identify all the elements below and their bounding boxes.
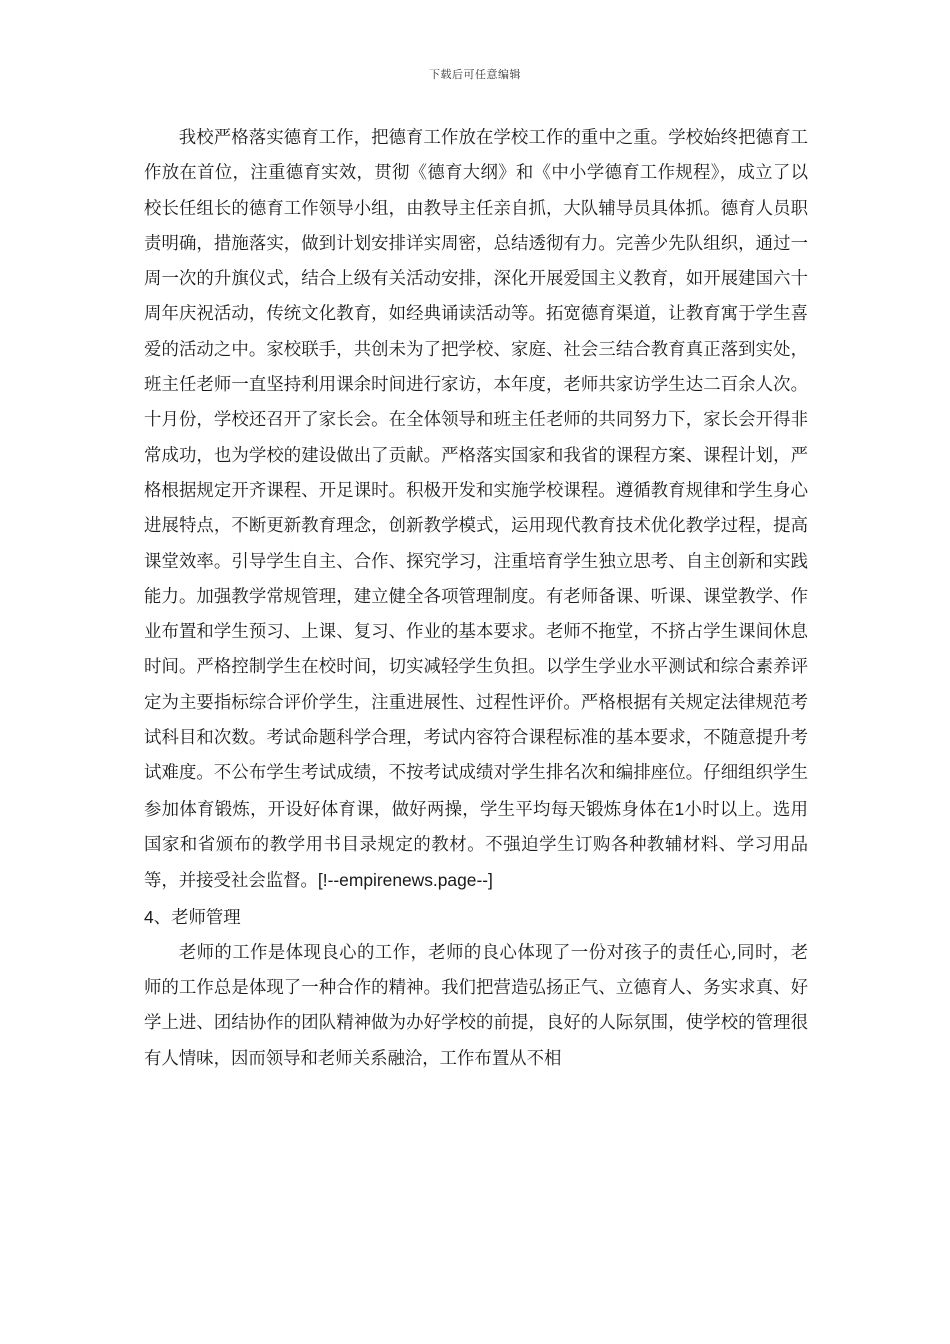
page-break-marker: [!--empirenews.page--] <box>317 870 493 891</box>
paragraph-1-number: 1 <box>674 798 685 819</box>
section-heading-teacher-management <box>144 900 808 936</box>
paragraph-teacher-conscience: 老师的工作是体现良心的工作，老师的良心体现了一份对孩子的责任心,同时，老师的工作总是体现了一种合作的精神。我们把营造弘扬正气、立德育人、务实求真、好学上进、团结协作的团队精神做为办好学校的前提，良好的人际氛围，使学校的管理很有人情味，因而领导和老师关系融洽，工作布置从不相 <box>144 942 808 1069</box>
page-header-note: 下载后可任意编辑 <box>429 68 521 81</box>
section-heading-text: 、老师管理 <box>153 907 241 928</box>
paragraph-1-text: 我校严格落实德育工作，把德育工作放在学校工作的重中之重。学校始终把德育工作放在首位，注重德育实效，贯彻《德育大纲》和《中小学德育工作规程》，成立了以校长任组长的德育工作领导小组，由教导主任亲自抓，大队辅导员具体抓。德育人员职责明确，措施落实，做到计划安排详实周密，总结透彻有力。完善少先队组织，通过一周一次的升旗仪式，结合上级有关活动安排，深化开展爱国主义教育，如开展建国六十周年庆祝活动，传统文化教育，如经典诵读活动等。拓宽德育渠道，让教育寓于学生喜爱的活动之中。家校联手，共创未为了把学校、家庭、社会三结合教育真正落到实处，班主任老师一直坚持利用课余时间进行家访，本年度，老师共家访学生达二百余人次。十月份，学校还召开了家长会。在全体领导和班主任老师的共同努力下，家长会开得非常成功，也为学校的建设做出了贡献。严格落实国家和我省的课程方案、课程计划，严格根据规定开齐课程、开足课时。积极开发和实施学校课程。遵循教育规律和学生身心进展特点，不断更新教育理念，创新教学模式，运用现代教育技术优化教学过程，提高课堂效率。引导学生自主、合作、探究学习，注重培育学生独立思考、自主创新和实践能力。加强教学常规管理，建立健全各项管理制度。有老师备课、听课、课堂教学、作业布置和学生预习、上课、复习、作业的基本要求。老师不拖堂，不挤占学生课间休息时间。严格控制学生在校时间，切实减轻学生负担。以学生学业水平测试和综合素养评定为主要指标综合评价学生，注重进展性、过程性评价。严格根据有关规定法律规范考试科目和次数。考试命题科学合理，考试内容符合课程标准的基本要求，不随意提升考试难度。不公布学生考试成绩，不按考试成绩对学生排名次和编排座位。仔细组织学生参加体育锻炼，开设好体育课，做好两操，学生平均每天锻炼身体在 <box>144 128 808 820</box>
section-heading-number: 4 <box>144 906 154 927</box>
paragraph-moral-education <box>144 121 808 900</box>
document-body <box>144 121 808 1077</box>
paragraph-1-continued: 小时以上。选用国家和省颁布的教学用书目录规定的教材。不强迫学生订购各种教辅材料、学习用品等，并接受社会监督。 <box>144 799 808 892</box>
